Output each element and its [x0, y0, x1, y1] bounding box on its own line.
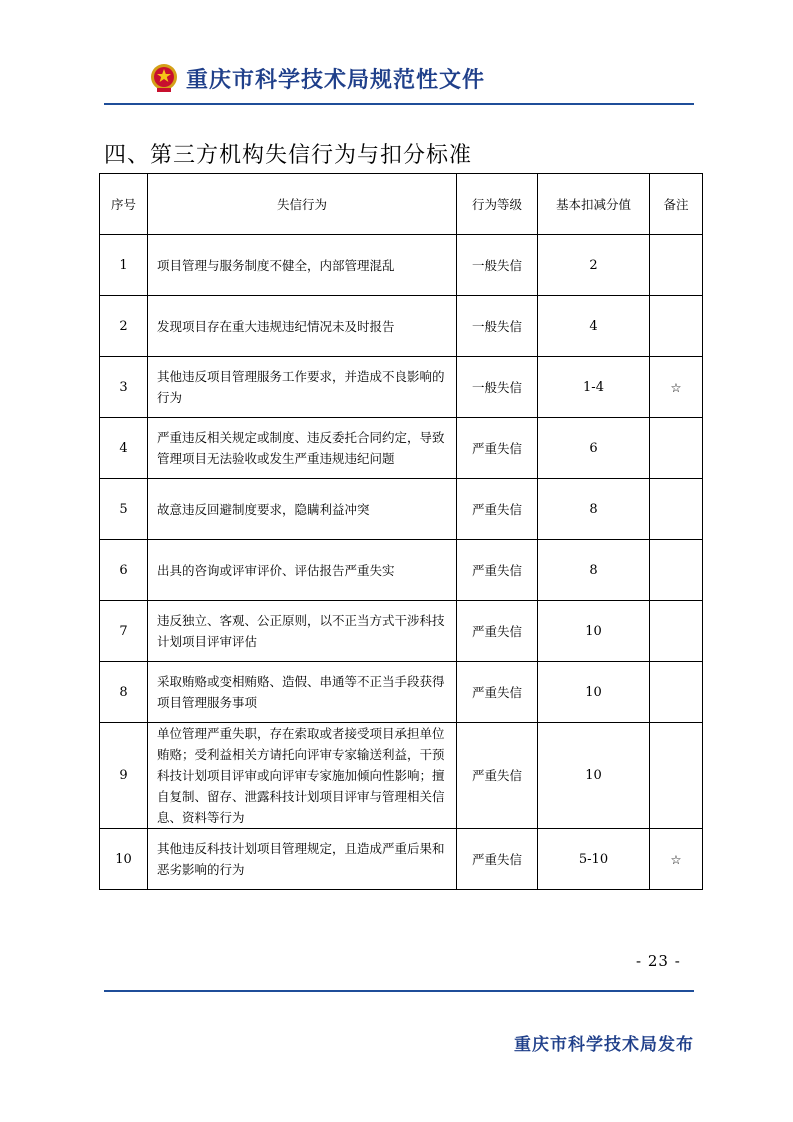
- column-header-behavior: 失信行为: [148, 174, 457, 235]
- row-number: 10: [100, 829, 148, 890]
- row-number: 9: [100, 723, 148, 829]
- score-cell: 10: [538, 601, 650, 662]
- level-cell: 严重失信: [457, 662, 538, 723]
- column-header-no: 序号: [100, 174, 148, 235]
- score-cell: 5-10: [538, 829, 650, 890]
- behavior-cell: 出具的咨询或评审评价、评估报告严重失实: [148, 540, 457, 601]
- column-header-note: 备注: [650, 174, 703, 235]
- note-cell: [650, 601, 703, 662]
- level-cell: 严重失信: [457, 723, 538, 829]
- behavior-cell: 故意违反回避制度要求，隐瞒利益冲突: [148, 479, 457, 540]
- note-cell: [650, 723, 703, 829]
- footer-divider: [104, 990, 694, 992]
- page-number: - 23 -: [636, 952, 681, 970]
- document-header: [148, 58, 485, 98]
- behavior-cell: 违反独立、客观、公正原则，以不正当方式干涉科技计划项目评审评估: [148, 601, 457, 662]
- level-cell: 严重失信: [457, 479, 538, 540]
- score-cell: 4: [538, 296, 650, 357]
- behavior-cell: 项目管理与服务制度不健全，内部管理混乱: [148, 235, 457, 296]
- note-cell: [650, 296, 703, 357]
- score-cell: 2: [538, 235, 650, 296]
- table-row: [100, 479, 703, 540]
- note-cell: [650, 479, 703, 540]
- score-cell: 8: [538, 540, 650, 601]
- table-row: [100, 540, 703, 601]
- table-row: [100, 723, 703, 829]
- score-cell: 10: [538, 723, 650, 829]
- row-number: 2: [100, 296, 148, 357]
- row-number: 6: [100, 540, 148, 601]
- score-cell: 1-4: [538, 357, 650, 418]
- score-cell: 6: [538, 418, 650, 479]
- table-row: [100, 418, 703, 479]
- row-number: 5: [100, 479, 148, 540]
- national-emblem-icon: [148, 62, 180, 94]
- note-star-icon: ☆: [650, 357, 703, 418]
- behavior-cell: 其他违反项目管理服务工作要求，并造成不良影响的行为: [148, 357, 457, 418]
- behavior-cell: 单位管理严重失职，存在索取或者接受项目承担单位贿赂；受利益相关方请托向评审专家输送利益，干预科技计划项目评审或向评审专家施加倾向性影响；擅自复制、留存、泄露科技计划项目评审与管理相关信息、资料等行为: [148, 723, 457, 829]
- table-row: [100, 296, 703, 357]
- column-header-level: 行为等级: [457, 174, 538, 235]
- note-cell: [650, 662, 703, 723]
- behavior-cell: 发现项目存在重大违规违纪情况未及时报告: [148, 296, 457, 357]
- row-number: 3: [100, 357, 148, 418]
- penalty-standards-table: [99, 173, 703, 890]
- score-cell: 10: [538, 662, 650, 723]
- table-row: [100, 357, 703, 418]
- note-cell: [650, 235, 703, 296]
- behavior-cell: 其他违反科技计划项目管理规定，且造成严重后果和恶劣影响的行为: [148, 829, 457, 890]
- table-row: [100, 662, 703, 723]
- row-number: 1: [100, 235, 148, 296]
- section-title: 四、第三方机构失信行为与扣分标准: [104, 143, 473, 168]
- level-cell: 一般失信: [457, 357, 538, 418]
- score-cell: 8: [538, 479, 650, 540]
- column-header-score: 基本扣减分值: [538, 174, 650, 235]
- row-number: 7: [100, 601, 148, 662]
- header-title: 重庆市科学技术局规范性文件: [186, 67, 486, 93]
- level-cell: 严重失信: [457, 601, 538, 662]
- level-cell: 严重失信: [457, 540, 538, 601]
- table-header-row: [100, 174, 703, 235]
- level-cell: 严重失信: [457, 418, 538, 479]
- note-cell: [650, 418, 703, 479]
- table-row: [100, 235, 703, 296]
- level-cell: 一般失信: [457, 296, 538, 357]
- row-number: 8: [100, 662, 148, 723]
- level-cell: 严重失信: [457, 829, 538, 890]
- header-divider: [104, 103, 694, 105]
- row-number: 4: [100, 418, 148, 479]
- table-row: [100, 601, 703, 662]
- footer-publisher: 重庆市科学技术局发布: [514, 1035, 694, 1055]
- table-row: [100, 829, 703, 890]
- behavior-cell: 采取贿赂或变相贿赂、造假、串通等不正当手段获得项目管理服务事项: [148, 662, 457, 723]
- note-star-icon: ☆: [650, 829, 703, 890]
- note-cell: [650, 540, 703, 601]
- level-cell: 一般失信: [457, 235, 538, 296]
- behavior-cell: 严重违反相关规定或制度、违反委托合同约定，导致管理项目无法验收或发生严重违规违纪问题: [148, 418, 457, 479]
